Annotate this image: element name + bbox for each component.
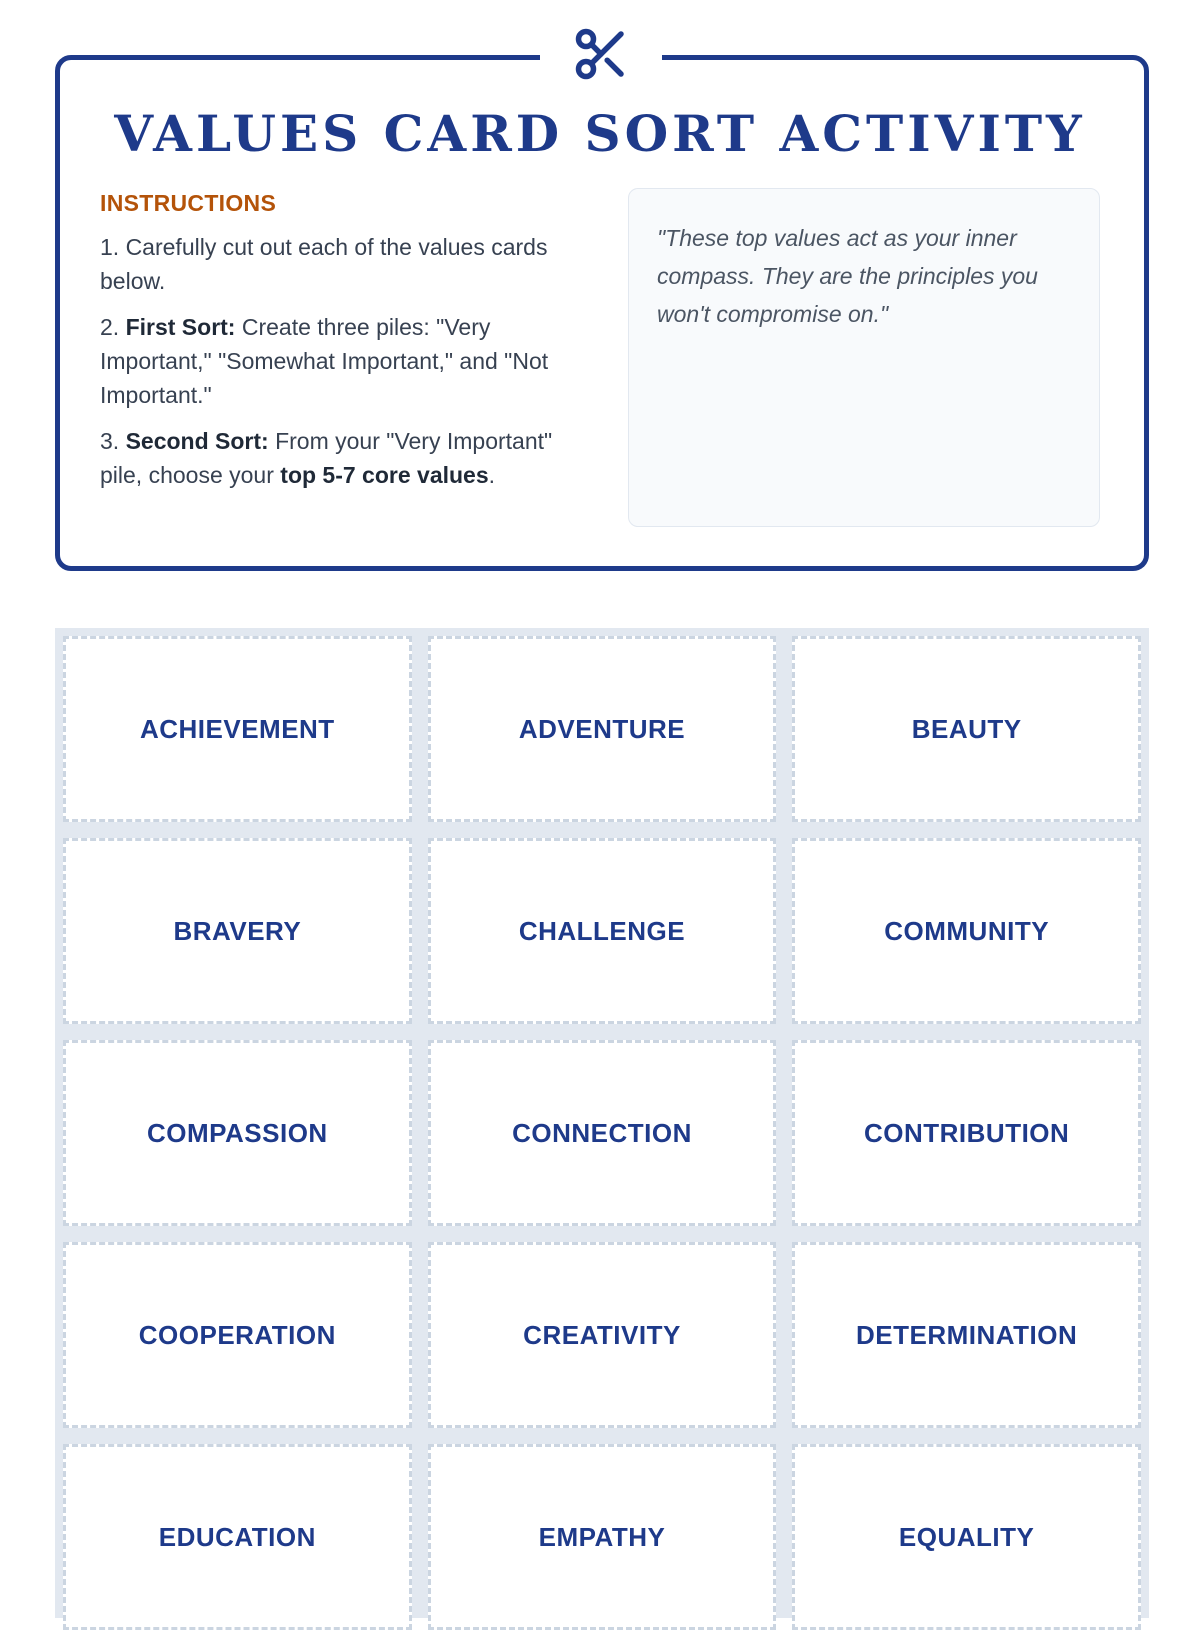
step-2-label: First Sort: — [125, 314, 236, 340]
value-card-label: ACHIEVEMENT — [139, 713, 335, 744]
value-card[interactable] — [63, 838, 412, 1024]
value-card[interactable] — [63, 1242, 412, 1428]
scissors-icon — [540, 20, 662, 88]
instructions-section — [100, 188, 580, 504]
value-card[interactable] — [792, 1242, 1141, 1428]
value-card-label: COOPERATION — [138, 1319, 336, 1350]
value-card-label: EDUCATION — [158, 1521, 316, 1552]
instruction-step-2 — [100, 310, 580, 412]
value-card[interactable] — [428, 1242, 777, 1428]
value-card[interactable] — [792, 1040, 1141, 1226]
value-card[interactable] — [428, 636, 777, 822]
value-card-label: COMPASSION — [146, 1117, 328, 1148]
instruction-step-1 — [100, 230, 580, 298]
value-card[interactable] — [428, 838, 777, 1024]
value-card-label: ADVENTURE — [518, 713, 686, 744]
step-3-number: 3. — [100, 428, 126, 454]
value-card-label: EMPATHY — [538, 1521, 666, 1552]
page-title: VALUES CARD SORT ACTIVITY — [114, 104, 1086, 163]
value-card-label: EQUALITY — [898, 1521, 1035, 1552]
step-3-emphasis: top 5-7 core values — [280, 462, 489, 488]
value-card[interactable] — [792, 1444, 1141, 1630]
step-3-text: From your "Very Important" pile, choose your — [100, 428, 553, 488]
step-3-label: Second Sort: — [125, 428, 269, 454]
value-card-label: DETERMINATION — [856, 1319, 1078, 1350]
value-card[interactable] — [428, 1444, 777, 1630]
values-card-grid — [55, 628, 1149, 1618]
quote-text: "These top values act as your inner compass. They are the principles you won't compromise on." — [657, 225, 1038, 327]
value-card[interactable] — [63, 1040, 412, 1226]
value-card-label: COMMUNITY — [884, 915, 1050, 946]
quote-box — [628, 188, 1100, 527]
value-card-label: CREATIVITY — [523, 1319, 681, 1350]
value-card[interactable] — [428, 1040, 777, 1226]
value-card-label: CONTRIBUTION — [863, 1117, 1070, 1148]
step-3-end: . — [488, 462, 496, 488]
value-card[interactable] — [63, 1444, 412, 1630]
value-card-label: BRAVERY — [173, 915, 302, 946]
step-1-text: 1. Carefully cut out each of the values cards below. — [100, 234, 548, 294]
step-2-number: 2. — [100, 314, 126, 340]
instruction-step-3 — [100, 424, 580, 492]
value-card-label: CHALLENGE — [518, 915, 686, 946]
value-card[interactable] — [63, 636, 412, 822]
value-card[interactable] — [792, 838, 1141, 1024]
instructions-heading: INSTRUCTIONS — [100, 190, 277, 216]
value-card[interactable] — [792, 636, 1141, 822]
step-2-text: Create three piles: "Very Important," "Somewhat Important," and "Not Important." — [100, 314, 549, 408]
value-card-label: CONNECTION — [512, 1117, 692, 1148]
value-card-label: BEAUTY — [911, 713, 1022, 744]
